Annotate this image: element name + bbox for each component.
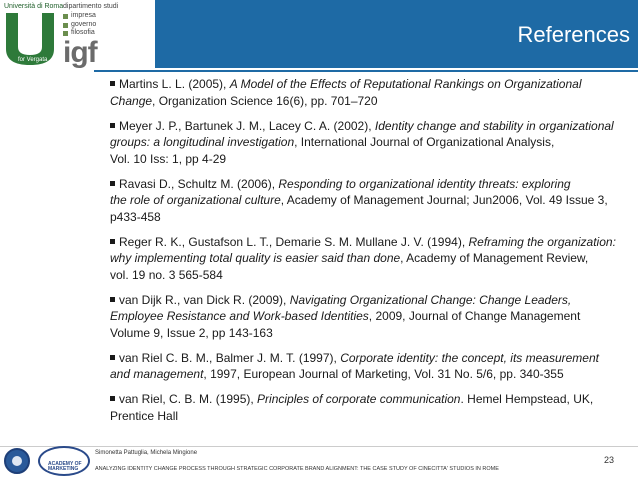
igf-logo: igf	[63, 36, 97, 69]
page-title: References	[517, 22, 630, 47]
title-banner	[155, 0, 638, 68]
reference-line: Ravasi D., Schultz M. (2006), Responding to organizational identity threats: exploring	[110, 176, 638, 193]
reference-line: and management, 1997, European Journal of Marketing, Vol. 31 No. 5/6, pp. 340-355	[110, 367, 564, 381]
reference-line: van Riel C. B. M., Balmer J. M. T. (1997), Corporate identity: the concept, its measurement	[110, 350, 638, 367]
reference-item	[110, 176, 638, 226]
for-vergata-label: for Vergata	[18, 57, 48, 63]
reference-line: van Riel, C. B. M. (1995), Principles of corporate communication. Hemel Hempstead, UK,	[110, 391, 638, 408]
reference-line: van Dijk R., van Dick R. (2009), Navigating Organizational Change: Change Leaders,	[110, 292, 638, 309]
bullet-icon	[110, 396, 115, 401]
aom-text: ACADEMY OF MARKETING	[48, 461, 82, 472]
reference-line: Prentice Hall	[110, 408, 179, 423]
reference-item	[110, 76, 638, 109]
university-name: Università di Roma	[4, 3, 64, 10]
dept-list	[63, 12, 96, 38]
footer-paper-title: ANALYZING IDENTITY CHANGE PROCESS THROUGH STRATEGIC CORPORATE BRAND ALIGNMENT: THE CASE STUDY OF CINECITTA' STUDIOS IN ROME	[95, 466, 499, 472]
dept-item: governo	[63, 21, 96, 30]
reference-line: why implementing total quality is easier said than done, Academy of Management Review,	[110, 251, 589, 265]
bullet-icon	[110, 181, 115, 186]
reference-line: the role of organizational culture, Academy of Management Journal; Jun2006, Vol. 49 Issue 3,	[110, 193, 608, 207]
reference-line: p433-458	[110, 209, 161, 224]
footer-logos	[4, 446, 90, 476]
dept-item: filosofia	[63, 29, 96, 38]
bullet-icon	[110, 81, 115, 86]
bullet-icon	[110, 297, 115, 302]
reference-item	[110, 118, 638, 168]
dept-label: dipartimento studi	[63, 3, 119, 10]
reference-item	[110, 391, 638, 424]
dept-item: impresa	[63, 12, 96, 21]
reference-line: Volume 9, Issue 2, pp 143-163	[110, 325, 273, 340]
reference-line: Vol. 10 Iss: 1, pp 4-29	[110, 151, 227, 166]
footer-divider	[0, 446, 638, 447]
reference-line: vol. 19 no. 3 565-584	[110, 267, 223, 282]
reference-item	[110, 234, 638, 284]
footer-authors: Simonetta Pattuglia, Michela Mingione	[95, 450, 198, 456]
reference-line: Change, Organization Science 16(6), pp. 701–720	[110, 93, 378, 108]
reference-line: Meyer J. P., Bartunek J. M., Lacey C. A. (2002), Identity change and stability in organizational	[110, 118, 638, 135]
header-logos	[0, 0, 155, 72]
bullet-icon	[110, 239, 115, 244]
reference-item	[110, 350, 638, 383]
reference-item	[110, 292, 638, 342]
reference-list	[110, 76, 638, 433]
bullet-icon	[110, 123, 115, 128]
reference-line: Martins L. L. (2005), A Model of the Effects of Reputational Rankings on Organizational	[110, 76, 638, 93]
reference-line: groups: a longitudinal investigation, International Journal of Organizational Analysis,	[110, 135, 555, 149]
university-seal-icon	[4, 448, 30, 474]
page-number: 23	[603, 455, 614, 465]
header-divider	[94, 70, 638, 72]
reference-line: Reger R. K., Gustafson L. T., Demarie S. M. Mullane J. V. (1994), Reframing the organization:	[110, 234, 638, 251]
bullet-icon	[110, 355, 115, 360]
reference-line: Employee Resistance and Work-based Identities, 2009, Journal of Change Management	[110, 309, 581, 323]
